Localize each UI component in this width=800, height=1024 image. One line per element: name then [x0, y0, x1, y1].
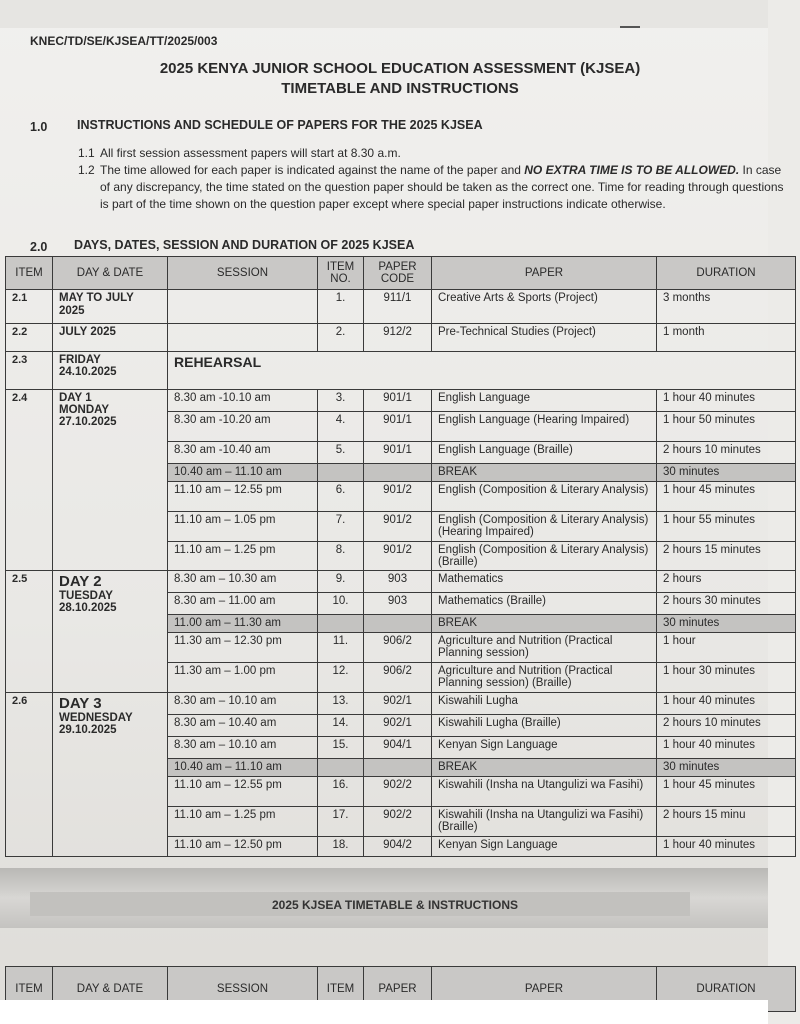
break-label: BREAK	[432, 759, 657, 777]
session-time: 8.30 am -10.10 am	[168, 390, 318, 412]
paper-code: 902/2	[364, 807, 432, 837]
break-label: BREAK	[432, 615, 657, 633]
paper-name: English Language (Hearing Impaired)	[432, 412, 657, 442]
duration: 1 hour 55 minutes	[657, 512, 796, 542]
break-label: BREAK	[432, 464, 657, 482]
col-item-no-line1: ITEM	[326, 261, 355, 273]
paper-name: English (Composition & Literary Analysis)	[432, 482, 657, 512]
session-cell	[168, 324, 318, 352]
session-time: 8.30 am -10.40 am	[168, 442, 318, 464]
item-no: 4.	[318, 412, 364, 442]
item-no: 17.	[318, 807, 364, 837]
item-no: 7.	[318, 512, 364, 542]
section-2-heading: DAYS, DATES, SESSION AND DURATION OF 2025 KJSEA	[74, 238, 415, 252]
day-date: JULY 2025	[53, 324, 168, 352]
duration: 1 hour 40 minutes	[657, 837, 796, 857]
paper-code: 903	[364, 571, 432, 593]
item-number: 2.5	[6, 571, 53, 693]
item-no: 9.	[318, 571, 364, 593]
instruction-text	[100, 162, 790, 213]
duration: 1 hour 30 minutes	[657, 663, 796, 693]
paper-name: Kenyan Sign Language	[432, 837, 657, 857]
item-no	[318, 464, 364, 482]
paper-name: Agriculture and Nutrition (Practical Planning session)	[432, 633, 657, 663]
duration: 1 hour 45 minutes	[657, 482, 796, 512]
paper-code: 902/1	[364, 715, 432, 737]
duration: 2 hours 10 minutes	[657, 715, 796, 737]
paper-code	[364, 759, 432, 777]
page-top-margin	[0, 0, 768, 28]
item-number: 2.6	[6, 693, 53, 857]
paper-code: 901/1	[364, 390, 432, 412]
item-number: 2.2	[6, 324, 53, 352]
table-row	[6, 290, 796, 324]
paper-name: Kiswahili (Insha na Utangulizi wa Fasihi) (Braille)	[432, 807, 657, 837]
duration: 2 hours 15 minu	[657, 807, 796, 837]
session-time: 8.30 am – 11.00 am	[168, 593, 318, 615]
session-time: 10.40 am – 11.10 am	[168, 759, 318, 777]
duration: 1 hour 40 minutes	[657, 693, 796, 715]
day-number: DAY 3	[59, 695, 102, 712]
table-row	[6, 693, 796, 715]
paper-name: English (Composition & Literary Analysis) (Braille)	[432, 542, 657, 571]
col-duration: DURATION	[657, 257, 796, 290]
timetable	[5, 256, 796, 857]
day-date	[53, 352, 168, 390]
instruction-text-part: The time allowed for each paper is indicated against the name of the paper and	[100, 163, 525, 177]
session-time: 8.30 am – 10.10 am	[168, 737, 318, 759]
date: 24.10.2025	[59, 366, 117, 378]
paper-name: Agriculture and Nutrition (Practical Planning session) (Braille)	[432, 663, 657, 693]
paper-code: 901/2	[364, 482, 432, 512]
item-no: 2.	[318, 324, 364, 352]
paper-name: Kiswahili (Insha na Utangulizi wa Fasihi)	[432, 777, 657, 807]
paper-code: 906/2	[364, 633, 432, 663]
rehearsal-label: REHEARSAL	[168, 352, 796, 390]
day-date	[53, 390, 168, 571]
item-number: 2.3	[6, 352, 53, 390]
section-1-number: 1.0	[30, 120, 48, 134]
reference-number: KNEC/TD/SE/KJSEA/TT/2025/003	[30, 34, 218, 48]
item-no: 18.	[318, 837, 364, 857]
col-session: SESSION	[168, 257, 318, 290]
instruction-number: 1.1	[78, 146, 95, 160]
session-time: 11.10 am – 12.55 pm	[168, 777, 318, 807]
session-time: 10.40 am – 11.10 am	[168, 464, 318, 482]
paper-name: Pre-Technical Studies (Project)	[432, 324, 657, 352]
session-time: 8.30 am -10.20 am	[168, 412, 318, 442]
item-no: 3.	[318, 390, 364, 412]
duration: 30 minutes	[657, 615, 796, 633]
col-day-date: DAY & DATE	[53, 257, 168, 290]
paper-code: 901/1	[364, 412, 432, 442]
instruction-text-part: In case of any discrepancy, the time stated on the question paper should be taken as the correct one. Time for reading through questions is part of the time shown on the question paper except where special paper instructions indicate otherwise.	[100, 163, 784, 211]
col-session: SESSION	[168, 967, 318, 1012]
photo-bottom-edge	[0, 1000, 768, 1024]
document-title: 2025 KENYA JUNIOR SCHOOL EDUCATION ASSESSMENT (KJSEA)	[159, 60, 641, 77]
duration: 30 minutes	[657, 464, 796, 482]
paper-name: Kiswahili Lugha	[432, 693, 657, 715]
session-cell	[168, 290, 318, 324]
duration: 2 hours 30 minutes	[657, 593, 796, 615]
session-time: 11.10 am – 12.50 pm	[168, 837, 318, 857]
paper-code: 904/2	[364, 837, 432, 857]
item-no: 14.	[318, 715, 364, 737]
paper-code: 906/2	[364, 663, 432, 693]
session-time: 11.30 am – 1.00 pm	[168, 663, 318, 693]
day-name: WEDNESDAY	[59, 712, 133, 724]
paper-name: English Language (Braille)	[432, 442, 657, 464]
col-item-no: ITEM	[318, 967, 364, 1012]
table-row	[6, 324, 796, 352]
day-name: FRIDAY	[59, 354, 101, 366]
session-time: 8.30 am – 10.40 am	[168, 715, 318, 737]
item-no: 13.	[318, 693, 364, 715]
paper-name: Mathematics (Braille)	[432, 593, 657, 615]
duration: 1 hour 45 minutes	[657, 777, 796, 807]
paper-code	[364, 464, 432, 482]
date: 28.10.2025	[59, 602, 117, 614]
instruction-number: 1.2	[78, 163, 95, 177]
session-time: 11.00 am – 11.30 am	[168, 615, 318, 633]
duration: 2 hours 15 minutes	[657, 542, 796, 571]
day-name: TUESDAY	[59, 590, 113, 602]
session-time: 11.10 am – 1.05 pm	[168, 512, 318, 542]
paper-name: Creative Arts & Sports (Project)	[432, 290, 657, 324]
date: 29.10.2025	[59, 724, 117, 736]
instruction-1-2	[78, 162, 784, 232]
item-no: 16.	[318, 777, 364, 807]
section-1-heading: INSTRUCTIONS AND SCHEDULE OF PAPERS FOR THE 2025 KJSEA	[77, 118, 483, 132]
paper-code	[364, 615, 432, 633]
ink-mark	[620, 26, 640, 28]
table-row	[6, 571, 796, 593]
session-time: 11.30 am – 12.30 pm	[168, 633, 318, 663]
paper-code: 901/1	[364, 442, 432, 464]
item-no	[318, 759, 364, 777]
item-no: 10.	[318, 593, 364, 615]
duration: 1 hour 40 minutes	[657, 737, 796, 759]
duration: 1 hour 50 minutes	[657, 412, 796, 442]
col-paper-code-line1: PAPER	[378, 261, 417, 273]
item-no: 11.	[318, 633, 364, 663]
item-number: 2.4	[6, 390, 53, 571]
paper-name: Kiswahili Lugha (Braille)	[432, 715, 657, 737]
paper-code: 903	[364, 593, 432, 615]
section-2-number: 2.0	[30, 240, 48, 254]
col-duration: DURATION	[657, 967, 796, 1012]
paper-code: 911/1	[364, 290, 432, 324]
day-date	[53, 571, 168, 693]
paper-name: Kenyan Sign Language	[432, 737, 657, 759]
table-row-rehearsal	[6, 352, 796, 390]
duration: 1 month	[657, 324, 796, 352]
session-time: 8.30 am – 10.10 am	[168, 693, 318, 715]
duration: 3 months	[657, 290, 796, 324]
paper-code: 902/1	[364, 693, 432, 715]
paper-name: English Language	[432, 390, 657, 412]
day-number: DAY 1	[59, 392, 92, 404]
duration: 1 hour	[657, 633, 796, 663]
col-paper-code: PAPER	[364, 967, 432, 1012]
duration: 2 hours 10 minutes	[657, 442, 796, 464]
day-date	[53, 693, 168, 857]
session-time: 11.10 am – 12.55 pm	[168, 482, 318, 512]
col-paper: PAPER	[432, 967, 657, 1012]
document-subtitle: TIMETABLE AND INSTRUCTIONS	[281, 80, 519, 97]
item-no: 8.	[318, 542, 364, 571]
col-item-no	[318, 257, 364, 290]
day-date: MAY TO JULY 2025	[53, 290, 168, 324]
item-number: 2.1	[6, 290, 53, 324]
paper-code: 901/2	[364, 542, 432, 571]
col-paper: PAPER	[432, 257, 657, 290]
item-no: 1.	[318, 290, 364, 324]
item-no: 12.	[318, 663, 364, 693]
col-item: ITEM	[6, 257, 53, 290]
table-header-row	[6, 257, 796, 290]
table-row	[6, 390, 796, 412]
date: 27.10.2025	[59, 416, 117, 428]
item-no: 5.	[318, 442, 364, 464]
day-number: DAY 2	[59, 573, 102, 590]
col-paper-code	[364, 257, 432, 290]
session-time: 11.10 am – 1.25 pm	[168, 542, 318, 571]
item-no	[318, 615, 364, 633]
instruction-emphasis: NO EXTRA TIME IS TO BE ALLOWED.	[524, 163, 740, 177]
page-footer: 2025 KJSEA TIMETABLE & INSTRUCTIONS	[271, 898, 519, 912]
session-time: 11.10 am – 1.25 pm	[168, 807, 318, 837]
paper-code: 902/2	[364, 777, 432, 807]
duration: 1 hour 40 minutes	[657, 390, 796, 412]
paper-code: 901/2	[364, 512, 432, 542]
paper-code: 912/2	[364, 324, 432, 352]
col-paper-code-line2: CODE	[380, 273, 415, 285]
paper-code: 904/1	[364, 737, 432, 759]
col-day-date: DAY & DATE	[53, 967, 168, 1012]
duration: 30 minutes	[657, 759, 796, 777]
col-item-no-line2: NO.	[330, 273, 351, 285]
paper-name: Mathematics	[432, 571, 657, 593]
col-item: ITEM	[6, 967, 53, 1012]
day-name: MONDAY	[59, 404, 110, 416]
duration: 2 hours	[657, 571, 796, 593]
item-no: 6.	[318, 482, 364, 512]
session-time: 8.30 am – 10.30 am	[168, 571, 318, 593]
paper-name: English (Composition & Literary Analysis) (Hearing Impaired)	[432, 512, 657, 542]
item-no: 15.	[318, 737, 364, 759]
instruction-text: All first session assessment papers will start at 8.30 a.m.	[100, 146, 401, 160]
